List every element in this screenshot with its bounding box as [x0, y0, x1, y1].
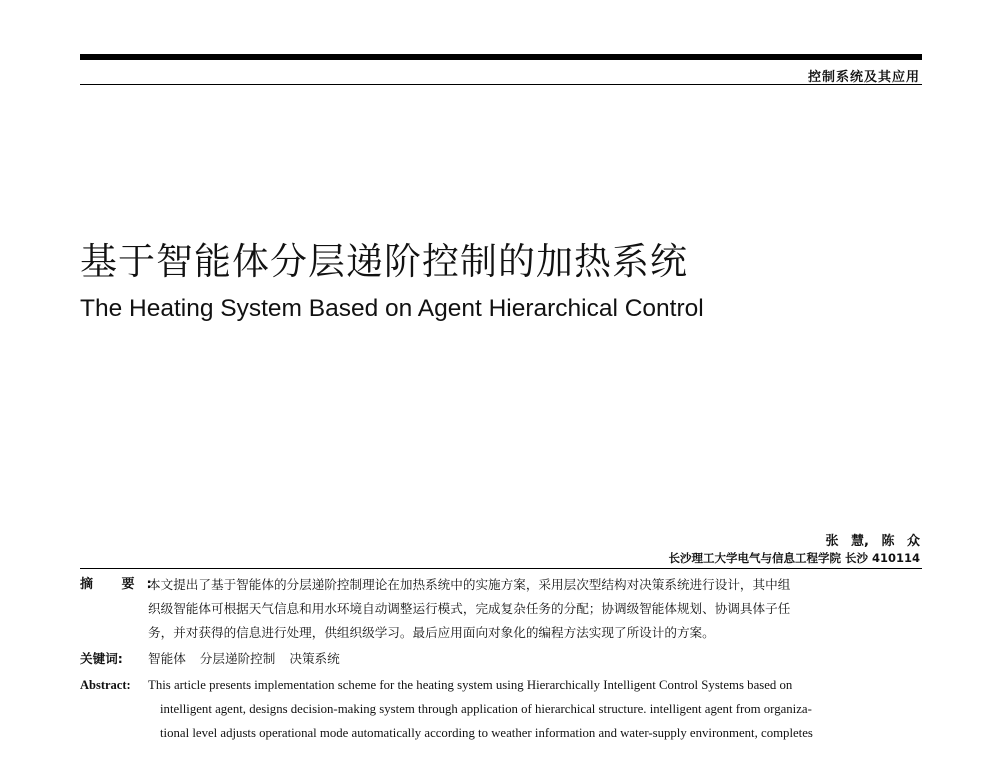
keyword-item: 分层递阶控制 [199, 651, 276, 666]
abstract-en-line: intelligent agent, designs decision-making system through application of hierarchical structure. intelligent agent from organiza- [160, 702, 812, 716]
abstract-en-line: This article presents implementation scheme for the heating system using Hierarchically Intelligent Control Systems based on [148, 678, 793, 692]
keywords-label: 关键词: [80, 651, 123, 666]
header-thick-rule [80, 54, 922, 60]
author-names: 张 慧, 陈 众 [825, 534, 920, 549]
keyword-item: 决策系统 [289, 651, 340, 666]
abstract-cn [80, 573, 922, 645]
affiliation-rule [80, 568, 922, 569]
abstract-en [80, 673, 922, 745]
abstract-cn-line: 本文提出了基于智能体的分层递阶控制理论在加热系统中的实施方案，采用层次型结构对决策系统进行设计，其中组 [148, 577, 791, 592]
author-affiliation: 长沙理工大学电气与信息工程学院 长沙 410114 [668, 551, 920, 565]
paper-title-en: The Heating System Based on Agent Hierarchical Control [80, 295, 704, 322]
abstract-cn-body [148, 573, 922, 645]
keywords [80, 647, 354, 671]
paper-title-cn: 基于智能体分层递阶控制的加热系统 [80, 240, 688, 283]
abstract-en-line: tional level adjusts operational mode automatically according to weather information and water-supply environment, completes [160, 726, 813, 740]
abstract-en-body [148, 673, 922, 745]
abstract-cn-label: 摘 要: [80, 577, 164, 592]
abstract-cn-line: 织级智能体可根据天气信息和用水环境自动调整运行模式，完成复杂任务的分配；协调级智能体规划、协调具体子任 [148, 601, 791, 616]
abstract-cn-line: 务，并对获得的信息进行处理，供组织级学习。最后应用面向对象化的编程方法实现了所设计的方案。 [148, 625, 715, 640]
abstract-en-label: Abstract: [80, 678, 131, 692]
header-thin-rule [80, 84, 922, 85]
keyword-item: 智能体 [148, 651, 186, 666]
section-label: 控制系统及其应用 [807, 70, 920, 85]
